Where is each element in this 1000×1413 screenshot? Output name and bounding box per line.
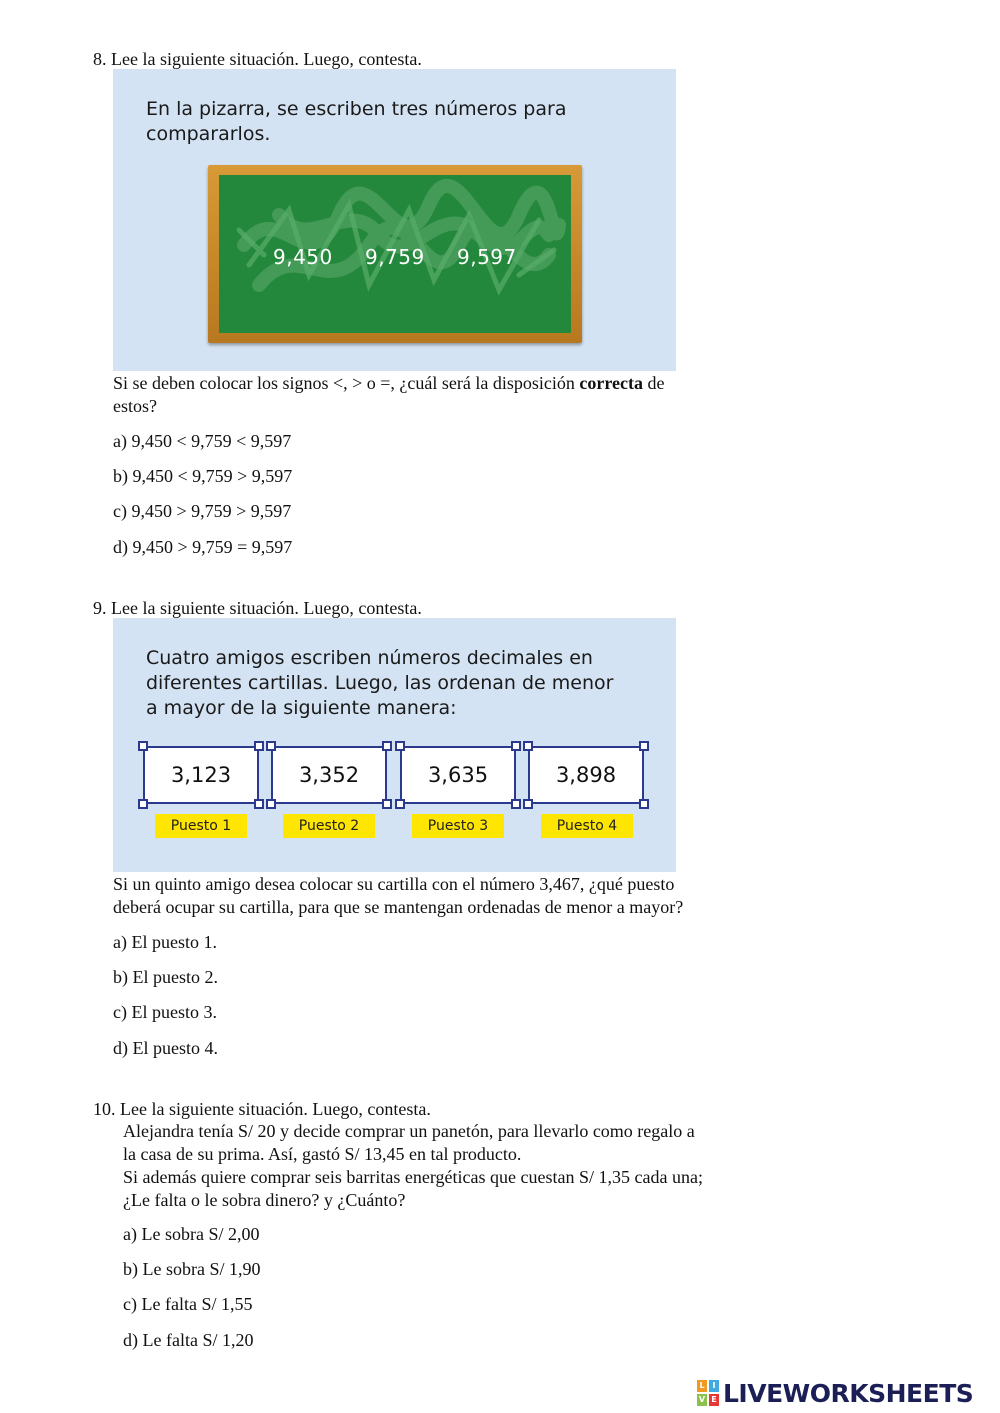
card-value: 3,123 <box>170 763 232 787</box>
question-8-title: 8. Lee la siguiente situación. Luego, contesta. <box>93 49 422 69</box>
q8-question-part-c: de <box>642 373 665 393</box>
q8-question-bold-word: correcta <box>579 373 643 393</box>
question-9-title: 9. Lee la siguiente situación. Luego, contesta. <box>93 598 422 618</box>
number-card-1 <box>143 746 259 804</box>
board-number-3: 9,597 <box>457 245 517 269</box>
liveworksheets-logo-mark-icon: L I V E <box>697 1380 719 1406</box>
chalkboard-surface <box>219 175 571 333</box>
q8-situation-panel <box>113 69 676 371</box>
liveworksheets-logo-text: LIVEWORKSHEETS <box>723 1378 974 1408</box>
board-number-2: 9,759 <box>365 245 425 269</box>
q9-option-d[interactable]: d) El puesto 4. <box>113 1038 218 1058</box>
q10-option-b[interactable]: b) Le sobra S/ 1,90 <box>123 1259 261 1279</box>
q8-option-c[interactable]: c) 9,450 > 9,759 > 9,597 <box>113 501 292 521</box>
q9-option-b[interactable]: b) El puesto 2. <box>113 967 218 987</box>
q10-option-d[interactable]: d) Le falta S/ 1,20 <box>123 1330 254 1350</box>
number-card-2 <box>271 746 387 804</box>
q9-panel-text-line-1: Cuatro amigos escriben números decimales en <box>146 647 593 669</box>
card-value: 3,352 <box>298 763 360 787</box>
card-value: 3,898 <box>555 763 617 787</box>
puesto-label-3: Puesto 3 <box>412 814 504 838</box>
q8-question-line-2: estos? <box>113 396 157 416</box>
q8-panel-text-line-1: En la pizarra, se escriben tres números para <box>146 98 567 120</box>
puesto-label-1: Puesto 1 <box>155 814 247 838</box>
liveworksheets-logo <box>697 1378 973 1408</box>
puesto-label-4: Puesto 4 <box>541 814 633 838</box>
q8-question-line-1 <box>113 372 664 395</box>
q9-panel-text-line-3: a mayor de la siguiente manera: <box>146 697 457 719</box>
q9-option-c[interactable]: c) El puesto 3. <box>113 1002 217 1022</box>
q9-question-line-1: Si un quinto amigo desea colocar su cartilla con el número 3,467, ¿qué puesto <box>113 874 675 894</box>
q10-text-line-3: Si además quiere comprar seis barritas energéticas que cuestan S/ 1,35 cada una; <box>123 1167 703 1187</box>
card-value: 3,635 <box>427 763 489 787</box>
q9-question-line-2: deberá ocupar su cartilla, para que se mantengan ordenadas de menor a mayor? <box>113 897 684 917</box>
q10-text-line-1: Alejandra tenía S/ 20 y decide comprar un panetón, para llevarlo como regalo a <box>123 1121 695 1141</box>
q8-question-part-a: Si se deben colocar los signos <, > o =, ¿cuál será la disposición <box>113 373 580 393</box>
q10-text-line-2: la casa de su prima. Así, gastó S/ 13,45 en tal producto. <box>123 1144 522 1164</box>
question-10-title: 10. Lee la siguiente situación. Luego, contesta. <box>93 1099 431 1119</box>
q10-text-line-4: ¿Le falta o le sobra dinero? y ¿Cuánto? <box>123 1190 406 1210</box>
number-card-4 <box>528 746 644 804</box>
q8-panel-text-line-2: compararlos. <box>146 123 271 145</box>
q8-option-b[interactable]: b) 9,450 < 9,759 > 9,597 <box>113 466 293 486</box>
q10-option-c[interactable]: c) Le falta S/ 1,55 <box>123 1294 253 1314</box>
q10-option-a[interactable]: a) Le sobra S/ 2,00 <box>123 1224 260 1244</box>
puesto-label-2: Puesto 2 <box>283 814 375 838</box>
q9-option-a[interactable]: a) El puesto 1. <box>113 932 217 952</box>
number-card-3 <box>400 746 516 804</box>
chalkboard <box>208 165 582 343</box>
q8-option-a[interactable]: a) 9,450 < 9,759 < 9,597 <box>113 431 292 451</box>
board-number-1: 9,450 <box>273 245 333 269</box>
q9-panel-text-line-2: diferentes cartillas. Luego, las ordenan de menor <box>146 672 614 694</box>
q9-situation-panel <box>113 618 676 872</box>
q8-option-d[interactable]: d) 9,450 > 9,759 = 9,597 <box>113 537 293 557</box>
